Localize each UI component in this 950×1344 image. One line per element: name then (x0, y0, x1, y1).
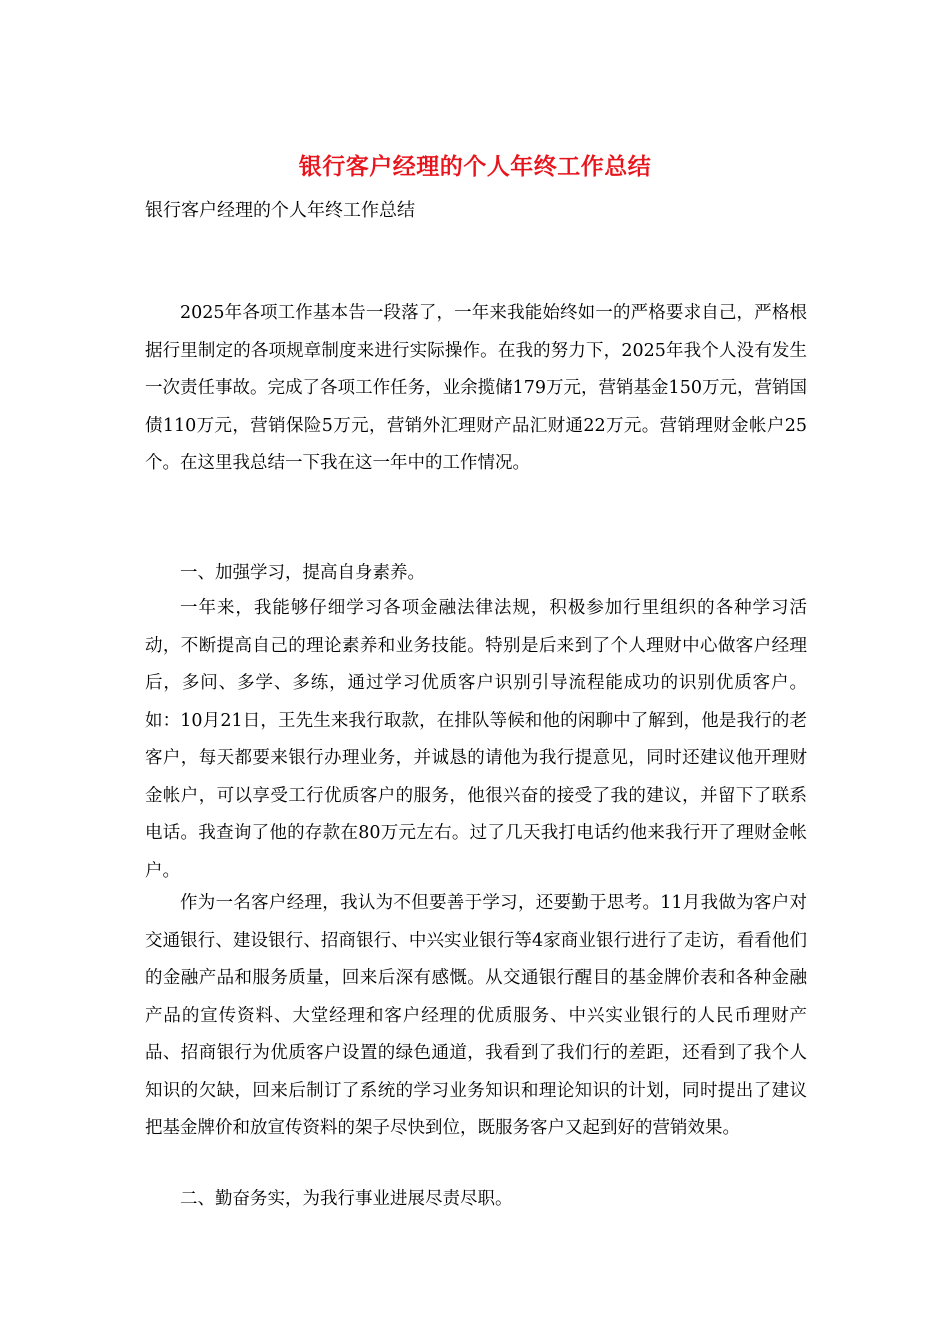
section-1-paragraph-2 (145, 885, 807, 1148)
section-heading-2 (145, 1181, 807, 1219)
section-1-paragraph-1-text: 一年来，我能够仔细学习各项金融法律法规，积极参加行里组织的各种学习活动，不断提高自己的理论素养和业务技能。特别是后来到了个人理财中心做客户经理后，多问、多学、多练，通过学习优质客户识别引导流程能成功的识别优质客户。如：10月21日，王先生来我行取款，在排队等候和他的闲聊中了解到，他是我行的老客户，每天都要来银行办理业务，并诚恳的请他为我行提意见，同时还建议他开理财金帐户，可以享受工行优质客户的服务，他很兴奋的接受了我的建议，并留下了联系电话。我查询了他的存款在80万元左右。过了几天我打电话约他来我行开了理财金帐户。 (145, 598, 807, 881)
section-heading-1 (145, 555, 807, 593)
intro-text: 2025年各项工作基本告一段落了，一年来我能始终如一的严格要求自己，严格根据行里制定的各项规章制度来进行实际操作。在我的努力下，2025年我个人没有发生一次责任事故。完成了各项工作任务，业余揽储179万元，营销基金150万元，营销国债110万元，营销保险5万元，营销外汇理财产品汇财通22万元。营销理财金帐户25个。在这里我总结一下我在这一年中的工作情况。 (145, 303, 807, 473)
document-title: 银行客户经理的个人年终工作总结 (298, 153, 652, 180)
section-heading-2-text: 二、勤奋务实，为我行事业进展尽责尽职。 (180, 1189, 513, 1209)
intro-paragraph (145, 295, 807, 483)
section-heading-1-text: 一、加强学习，提高自身素养。 (180, 563, 425, 583)
document-subtitle: 银行客户经理的个人年终工作总结 (145, 200, 415, 221)
section-1-paragraph-2-text: 作为一名客户经理，我认为不但要善于学习，还要勤于思考。11月我做为客户对交通银行、建设银行、招商银行、中兴实业银行等4家商业银行进行了走访，看看他们的金融产品和服务质量，回来后深有感慨。从交通银行醒目的基金牌价表和各种金融产品的宣传资料、大堂经理和客户经理的优质服务、中兴实业银行的人民币理财产品、招商银行为优质客户设置的绿色通道，我看到了我们行的差距，还看到了我个人知识的欠缺，回来后制订了系统的学习业务知识和理论知识的计划，同时提出了建议把基金牌价和放宣传资料的架子尽快到位，既服务客户又起到好的营销效果。 (145, 893, 807, 1138)
section-1-paragraph-1 (145, 590, 807, 890)
